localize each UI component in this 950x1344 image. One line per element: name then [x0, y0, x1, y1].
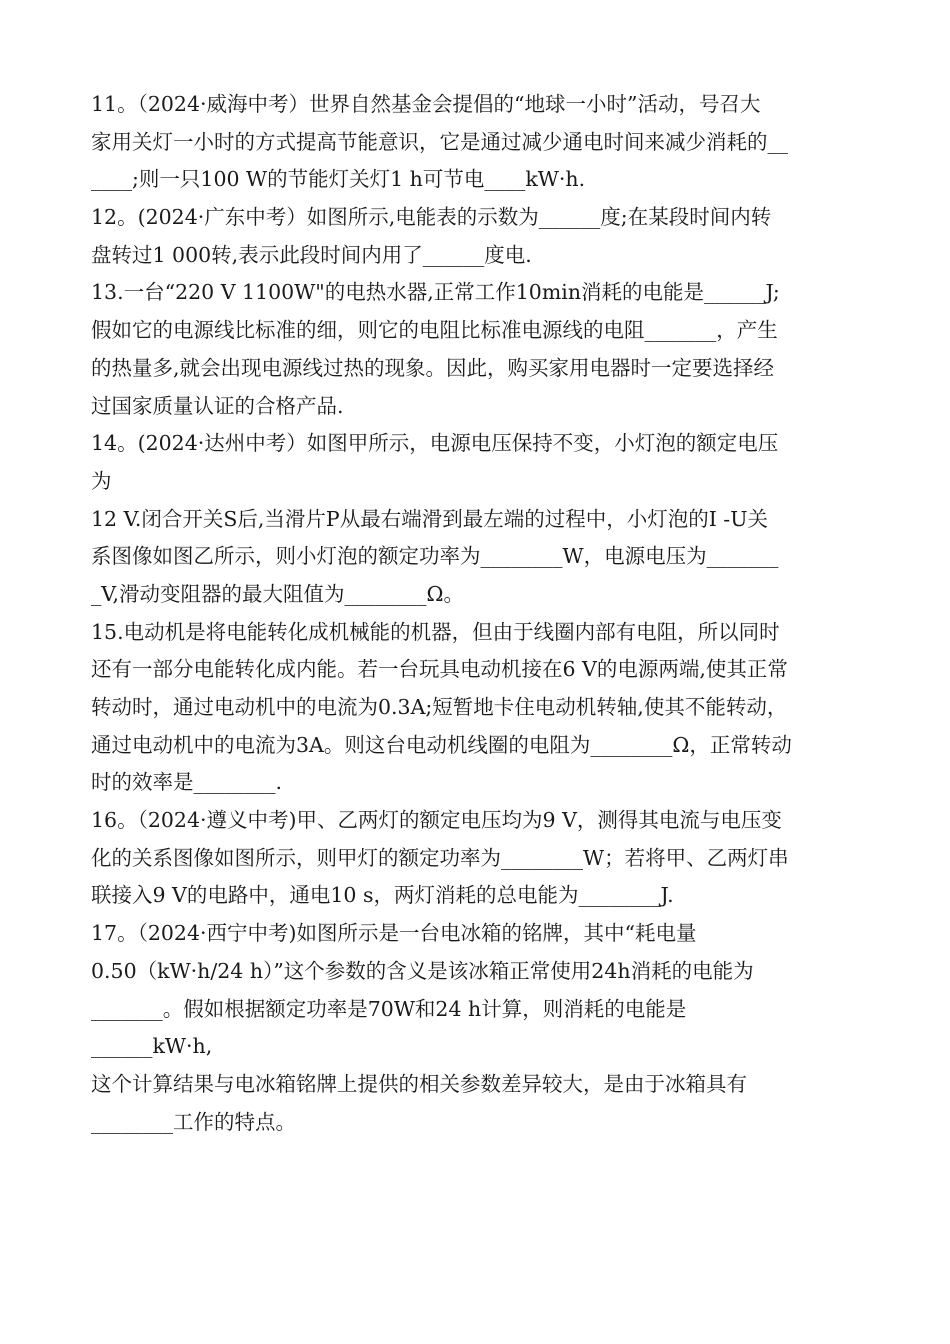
text-line: 16。（2024·遵义中考)甲、乙两灯的额定电压均为9 V，测得其电流与电压变: [91, 808, 782, 833]
text-line: 15.电动机是将电能转化成机械能的机器，但由于线圈内部有电阻，所以同时: [91, 619, 780, 644]
text-line: 化的关系图像如图所示，则甲灯的额定功率为________W；若将甲、乙两灯串: [91, 845, 789, 870]
text-line: 盘转过1 000转,表示此段时间内用了______度电.: [91, 242, 532, 267]
text-line: 转动时，通过电动机中的电流为0.3A;短暂地卡住电动机转轴,使其不能转动，: [91, 695, 788, 719]
text-line: 12 V.闭合开关S后,当滑片P从最右端滑到最左端的过程中，小灯泡的I -U关: [91, 506, 769, 531]
text-line: ______kW·h,: [91, 1034, 213, 1059]
text-line: 系图像如图乙所示，则小灯泡的额定功率为________W，电源电压为_______: [91, 544, 779, 569]
text-line: _V,滑动变阻器的最大阻值为________Ω。: [91, 581, 464, 606]
text-line: 过国家质量认证的合格产品.: [91, 393, 344, 418]
text-line: 14。(2024·达州中考）如图甲所示，电源电压保持不变，小灯泡的额定电压: [91, 431, 779, 456]
text-line: 假如它的电源线比标准的细，则它的电阻比标准电源线的电阻_______，产生: [91, 318, 778, 343]
text-line: 这个计算结果与电冰箱铭牌上提供的相关参数差异较大，是由于冰箱具有: [91, 1071, 747, 1096]
text-line: 12。(2024·广东中考）如图所示,电能表的示数为______度;在某段时间内转: [91, 205, 772, 230]
text-line: 的热量多,就会出现电源线过热的现象。因此，购买家用电器时一定要选择经: [91, 355, 775, 380]
text-line: 13.一台“220 V 1100W"的电热水器,正常工作10min消耗的电能是______J;: [91, 280, 780, 305]
text-line: 通过电动机中的电流为3A。则这台电动机线圈的电阻为________Ω，正常转动: [91, 732, 792, 757]
text-line: _______。假如根据额定功率是70W和24 h计算，则消耗的电能是: [91, 996, 687, 1021]
text-line: ________工作的特点。: [91, 1109, 296, 1134]
text-line: 联接入9 V的电路中，通电10 s，两灯消耗的总电能为________J.: [91, 883, 674, 908]
text-line: 为: [91, 468, 112, 493]
text-line: 还有一部分电能转化成内能。若一台玩具电动机接在6 V的电源两端,使其正常: [91, 657, 788, 682]
text-line: 家用关灯一小时的方式提高节能意识，它是通过减少通电时间来减少消耗的__: [91, 129, 788, 154]
problem-text: [91, 86, 881, 1141]
text-line: 17。（2024·西宁中考)如图所示是一台电冰箱的铭牌，其中“耗电量: [91, 921, 697, 946]
text-line: 时的效率是________.: [91, 770, 283, 795]
text-line: ____;则一只100 W的节能灯关灯1 h可节电____kW·h.: [91, 167, 586, 192]
text-line: 0.50（kW·h/24 h）”这个参数的含义是该冰箱正常使用24h消耗的电能为: [91, 958, 754, 983]
text-line: 11。（2024·威海中考）世界自然基金会提倡的“地球一小时”活动，号召大: [91, 92, 761, 116]
